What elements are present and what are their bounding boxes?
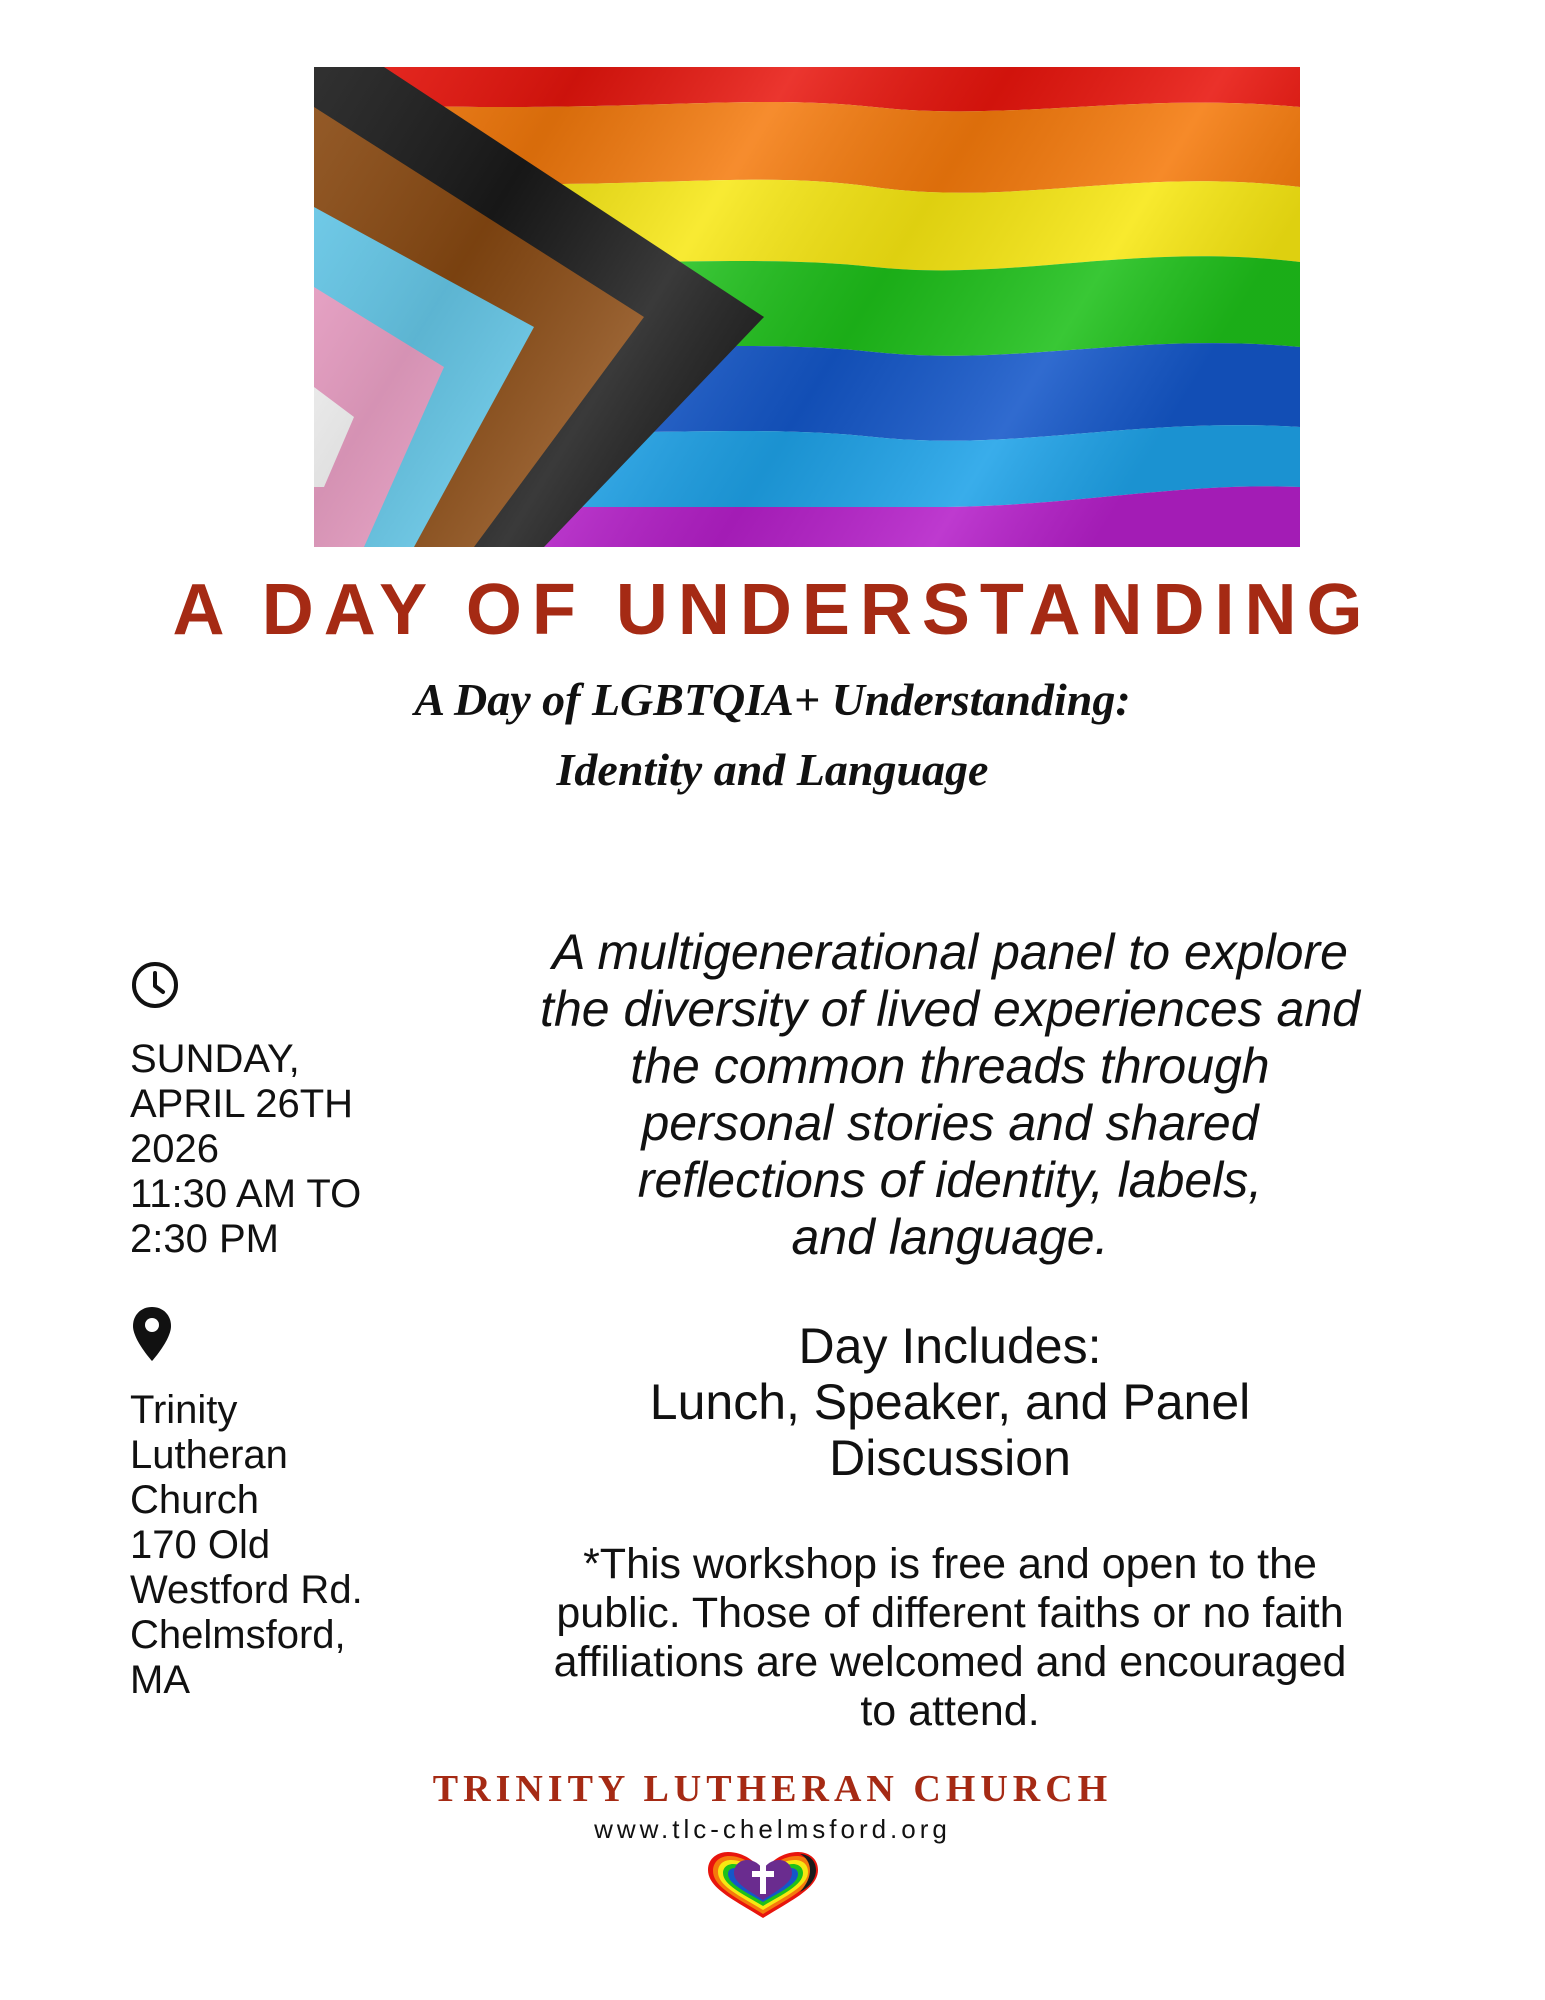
event-description xyxy=(440,924,1460,1266)
description-line: A multigenerational panel to explore xyxy=(552,924,1348,980)
event-date-time xyxy=(130,1037,361,1262)
note-line: *This workshop is free and open to the xyxy=(583,1540,1317,1588)
location-line: Church xyxy=(130,1478,259,1522)
day-includes xyxy=(440,1318,1460,1486)
description-line: the common threads through xyxy=(630,1038,1270,1094)
description-line: the diversity of lived experiences and xyxy=(540,981,1360,1037)
progress-pride-flag-icon xyxy=(314,67,1300,547)
time-line: 11:30 AM TO xyxy=(130,1172,362,1216)
time-line: 2:30 PM xyxy=(130,1217,279,1261)
includes-heading: Day Includes: xyxy=(798,1318,1102,1374)
location-line: Trinity xyxy=(130,1388,238,1432)
location-line: Lutheran xyxy=(130,1433,288,1477)
map-pin-icon xyxy=(131,1305,173,1363)
description-line: and language. xyxy=(791,1209,1109,1265)
date-line: 2026 xyxy=(130,1127,219,1171)
church-name: TRINITY LUTHERAN CHURCH xyxy=(432,1768,1113,1810)
event-location xyxy=(130,1388,363,1703)
subtitle-line-1: A Day of LGBTQIA+ Understanding: xyxy=(414,674,1131,725)
page-title: A DAY OF UNDERSTANDING xyxy=(172,570,1373,650)
location-line: Westford Rd. xyxy=(130,1568,363,1612)
subtitle-line-2: Identity and Language xyxy=(556,744,989,795)
workshop-note xyxy=(440,1540,1460,1736)
note-line: to attend. xyxy=(860,1687,1040,1735)
location-line: Chelmsford, xyxy=(130,1613,346,1657)
note-line: public. Those of different faiths or no faith xyxy=(556,1589,1344,1637)
date-line: APRIL 26TH xyxy=(130,1082,354,1126)
date-line: SUNDAY, xyxy=(130,1037,300,1081)
pride-flag-image xyxy=(314,67,1300,547)
description-line: personal stories and shared xyxy=(641,1095,1259,1151)
location-line: 170 Old xyxy=(130,1523,271,1567)
church-website-link[interactable]: www.tlc-chelmsford.org xyxy=(594,1814,951,1844)
rainbow-heart-cross-logo-icon xyxy=(704,1850,822,1920)
clock-icon xyxy=(130,960,180,1010)
includes-line: Lunch, Speaker, and Panel xyxy=(649,1374,1251,1430)
location-line: MA xyxy=(130,1658,190,1702)
note-line: affiliations are welcomed and encouraged xyxy=(553,1638,1347,1686)
description-line: reflections of identity, labels, xyxy=(637,1152,1263,1208)
includes-line: Discussion xyxy=(829,1430,1071,1486)
